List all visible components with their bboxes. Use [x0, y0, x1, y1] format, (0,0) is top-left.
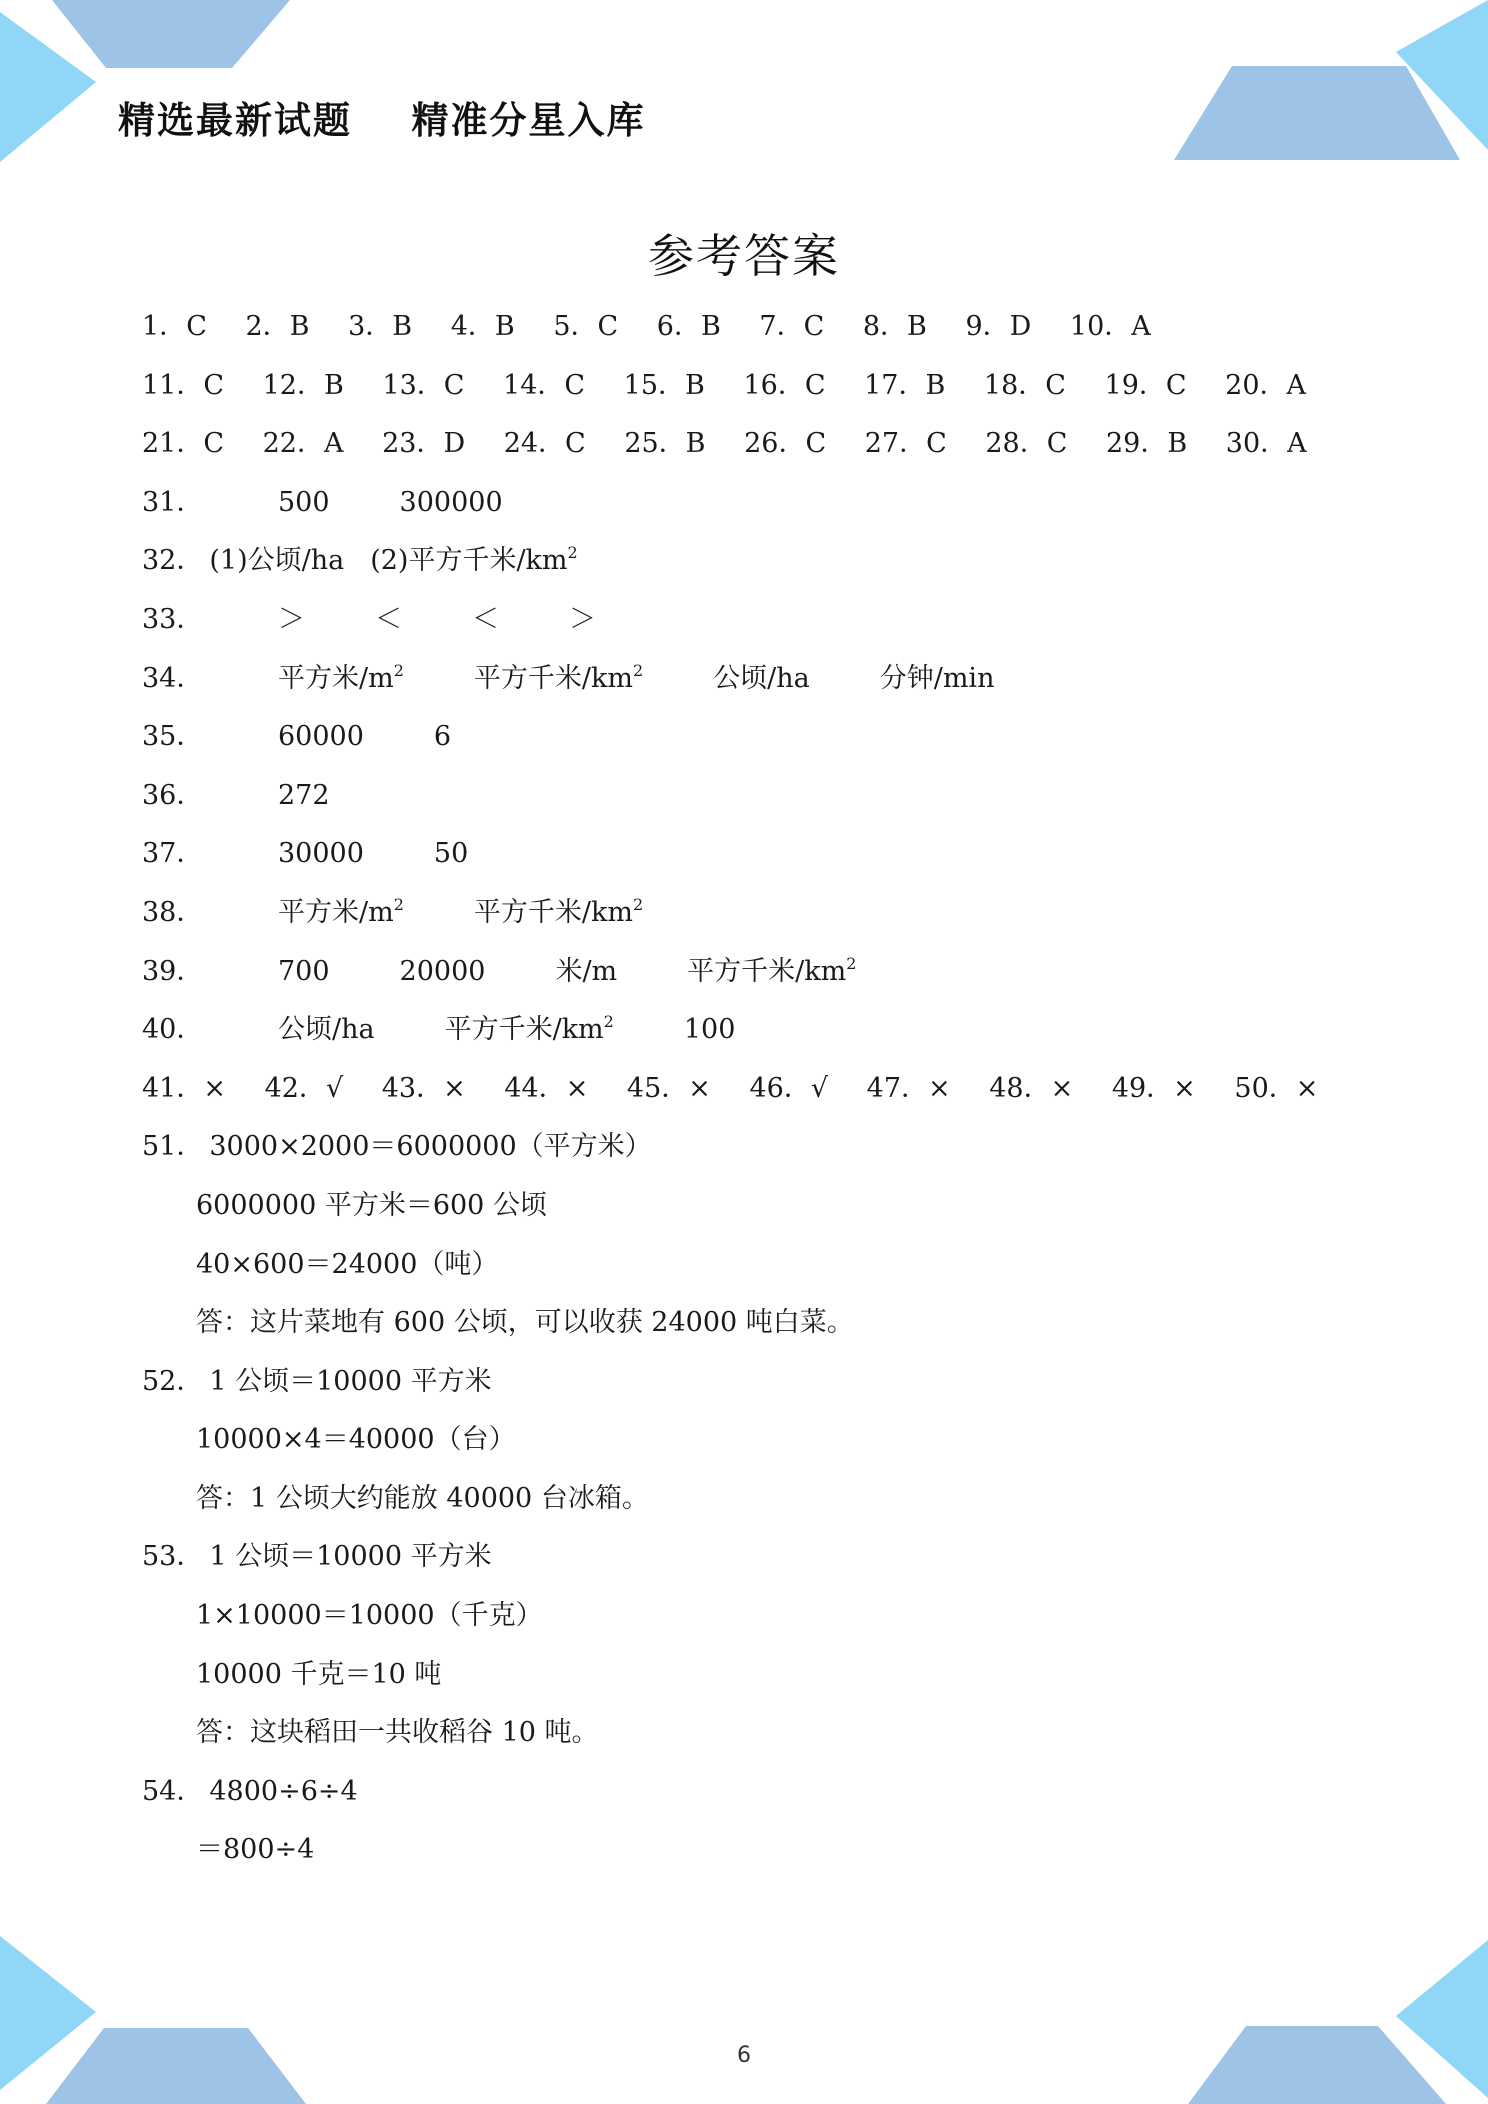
header-title: 精选最新试题 精准分星入库 [118, 99, 646, 142]
answer-35: 35． 60000 6 [142, 721, 452, 753]
top-left-trapezoid [52, 0, 290, 68]
answer-item: 27．C [864, 428, 947, 460]
solution-53-line-3: 10000 千克＝10 吨 [196, 1658, 442, 1690]
solution-51-line-2: 6000000 平方米＝600 公顷 [196, 1189, 547, 1221]
answer-item: 24．C [503, 428, 586, 460]
solution-51-line-3: 40×600＝24000（吨） [196, 1248, 499, 1280]
answer-item: 20．A [1225, 369, 1306, 401]
answer-item: 48．× [989, 1072, 1074, 1104]
answer-36: 36． 272 [142, 779, 330, 811]
answer-item: 15．B [623, 369, 705, 401]
answer-item: 12．B [262, 369, 344, 401]
answer-item: 16．C [743, 369, 826, 401]
solution-54-line-1: 54． 4800÷6÷4 [142, 1775, 358, 1807]
answer-key [142, 298, 1392, 1880]
solution-53-answer: 答：这块稻田一共收稻谷 10 吨。 [196, 1717, 599, 1749]
solution-54-line-2: ＝800÷4 [196, 1834, 315, 1866]
answer-item: 28．C [985, 428, 1068, 460]
answer-34: 34． 平方米$/m^2$ 平方千米$/km^2$ 公顷/ha 分钟/min [142, 660, 995, 694]
answer-item: 45．× [626, 1072, 711, 1104]
answer-item: 21．C [142, 428, 225, 460]
answer-31: 31． 500 300000 [142, 486, 503, 518]
solution-52-answer: 答：1 公顷大约能放 40000 台冰箱。 [196, 1482, 649, 1514]
answer-item: 42．√ [264, 1072, 344, 1104]
answer-39: 39． 700 20000 米/m 平方千米$/km^2$ [142, 953, 857, 987]
answer-item: 3．B [348, 311, 413, 342]
answer-item: 13．C [382, 369, 465, 401]
answer-item: 30．A [1225, 428, 1307, 460]
answer-item: 47．× [866, 1072, 951, 1104]
answer-item: 49．× [1111, 1072, 1196, 1104]
solution-52-line-2: 10000×4＝40000（台） [196, 1424, 516, 1456]
answer-item: 46．√ [749, 1072, 829, 1104]
answer-item: 44．× [504, 1072, 589, 1104]
answer-37: 37． 30000 50 [142, 838, 469, 870]
top-right-triangle [1396, 0, 1488, 150]
answer-row-1 [142, 298, 1392, 357]
answer-item: 26．C [744, 428, 827, 460]
answer-item: 19．C [1104, 369, 1187, 401]
answer-item: 5．C [553, 311, 619, 342]
answer-item: 25．B [624, 428, 706, 460]
document-title: 参考答案 [648, 229, 840, 283]
answer-item: 11．C [142, 369, 225, 401]
solution-53-line-1: 53． 1 公顷＝10000 平方米 [142, 1541, 492, 1573]
answer-item: 29．B [1105, 428, 1188, 460]
answer-item: 9．D [965, 311, 1032, 342]
answer-40: 40． 公顷/ha 平方千米$/km^2$ 100 [142, 1012, 736, 1046]
solution-51-line-1: 51． 3000×2000＝6000000（平方米） [142, 1131, 652, 1163]
answer-item: 43．× [381, 1072, 466, 1104]
answer-item: 10．A [1069, 311, 1151, 342]
top-left-triangle [0, 12, 96, 162]
answer-item: 4．B [450, 311, 515, 342]
answer-32: 32． (1)公顷/ha (2)平方千米$/km^2$ [142, 543, 578, 577]
answer-item: 1．C [142, 311, 207, 342]
answer-item: 14．C [503, 369, 586, 401]
answer-item: 23．D [382, 428, 466, 460]
answer-item: 2．B [245, 311, 310, 342]
answer-item: 17．B [864, 369, 946, 401]
solution-53-line-2: 1×10000＝10000（千克） [196, 1600, 543, 1632]
answer-item: 8．B [862, 311, 927, 342]
answer-row-3 [142, 415, 1392, 474]
answer-33: 33． ＞ ＜ ＜ ＞ [142, 603, 596, 635]
answer-item: 50．× [1234, 1072, 1319, 1104]
solution-51-answer: 答：这片菜地有 600 公顷，可以收获 24000 吨白菜。 [196, 1307, 854, 1339]
answer-item: 6．B [656, 311, 721, 342]
answer-item: 22．A [262, 428, 344, 460]
answer-item: 18．C [983, 369, 1066, 401]
true-false-row [142, 1060, 1392, 1119]
solution-52-line-1: 52． 1 公顷＝10000 平方米 [142, 1365, 492, 1397]
answer-item: 7．C [759, 311, 825, 342]
answer-38: 38． 平方米$/m^2$ 平方千米$/km^2$ [142, 894, 644, 928]
bottom-right-triangle [1396, 1940, 1488, 2098]
answer-row-2 [142, 357, 1392, 416]
page-number: 6 [737, 2043, 751, 2068]
top-right-trapezoid [1174, 66, 1460, 160]
answer-item: 41．× [142, 1072, 226, 1104]
